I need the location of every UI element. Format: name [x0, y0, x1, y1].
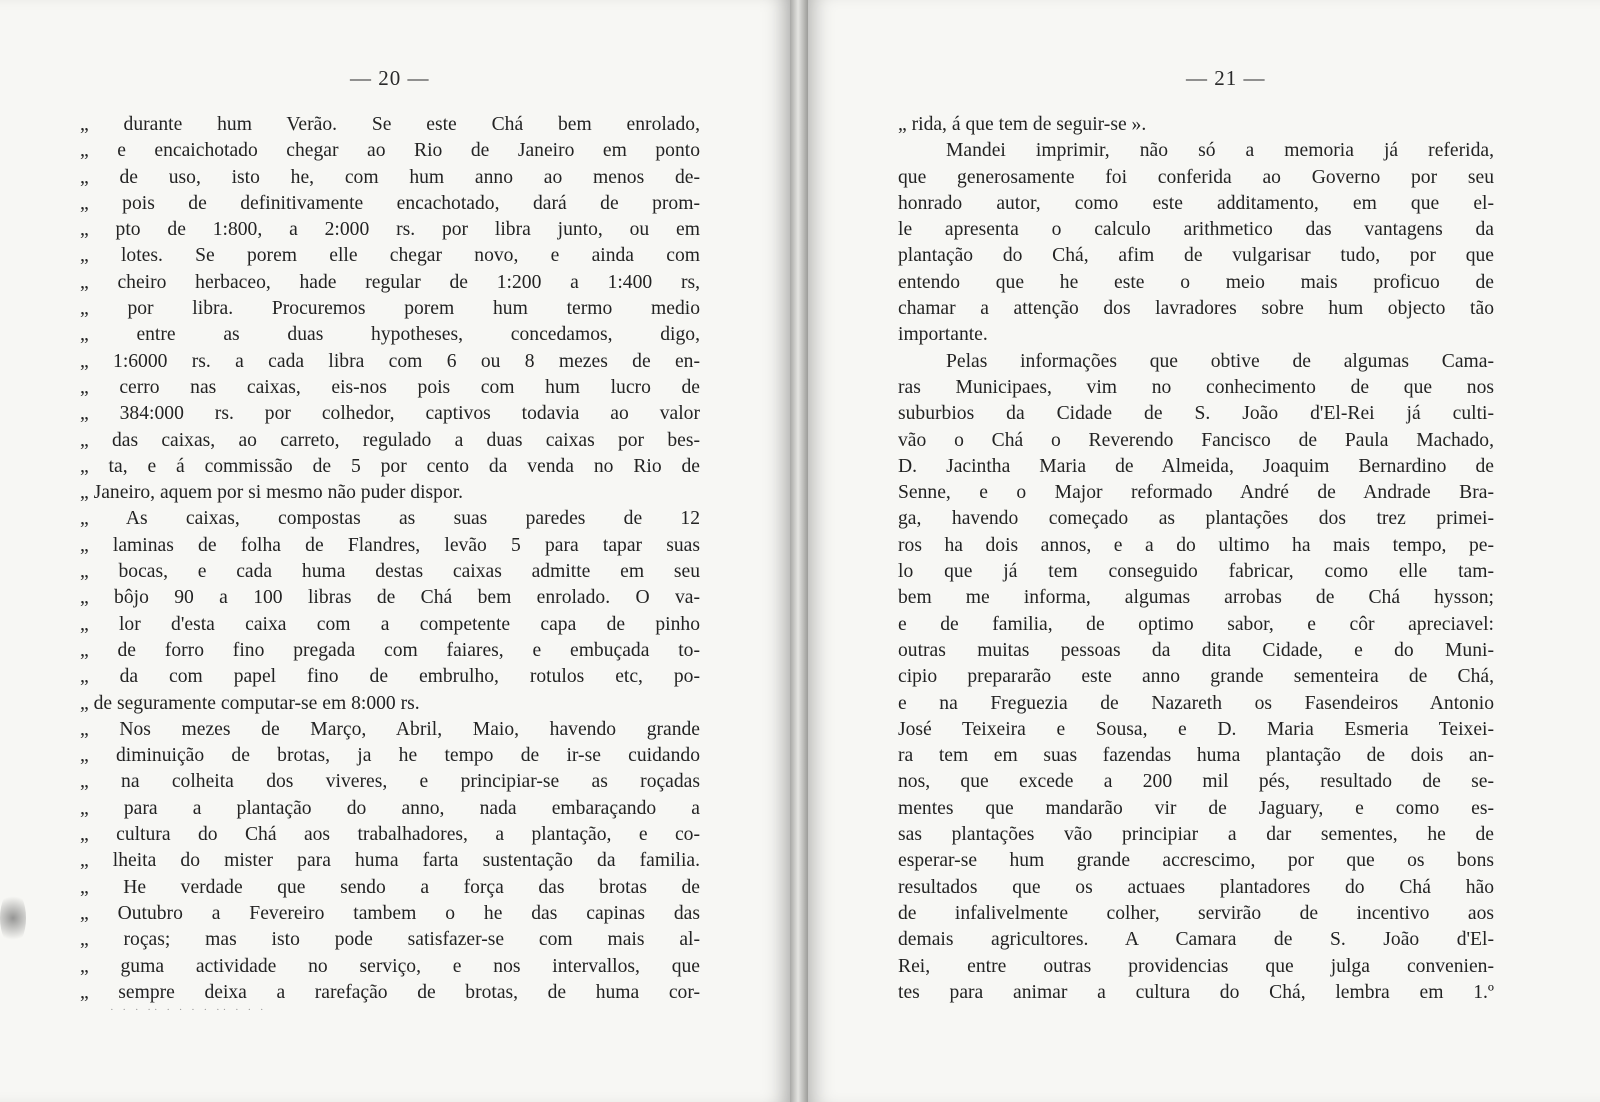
text-line: „ das caixas, ao carreto, regulado a duas caixas por bes- [80, 429, 700, 451]
text-line: „ diminuição de brotas, ja he tempo de ir-se cuidando [80, 745, 700, 767]
text-line: esperar-se hum grande accrescimo, por que os bons [898, 850, 1494, 872]
text-line: resultados que os actuaes plantadores do Chá hão [898, 876, 1494, 898]
text-line: Pelas informações que obtive de algumas Cama- [946, 350, 1494, 372]
text-line: „ bôjo 90 a 100 libras de Chá bem enrolado. O va- [80, 587, 700, 609]
text-line: „ As caixas, compostas as suas paredes de 12 [80, 508, 700, 530]
text-line: „ sempre deixa a rarefação de brotas, de huma cor- [80, 981, 700, 1003]
text-line: „ guma actividade no serviço, e nos intervallos, que [80, 955, 700, 977]
text-line: ra tem em suas fazendas huma plantação de dois an- [898, 745, 1494, 767]
text-line: „ lheita do mister para huma farta sustentação da familia. [80, 850, 700, 872]
text-line: „ para a plantação do anno, nada embaraçando a [80, 797, 700, 819]
text-line: vão o Chá o Reverendo Fancisco de Paula Machado, [898, 429, 1494, 451]
body-text [80, 112, 700, 1006]
text-line: bem me informa, algumas arrobas de Chá hysson; [898, 587, 1494, 609]
text-line: de infalivelmente colher, servirão de incentivo aos [898, 902, 1494, 924]
book-gutter [790, 0, 808, 1102]
text-line: D. Jacintha Maria de Almeida, Joaquim Bernardino de [898, 455, 1494, 477]
body-text [898, 112, 1494, 1006]
text-line: e de familia, de optimo sabor, e côr apreciavel: [898, 613, 1494, 635]
text-line: „ por libra. Procuremos porem hum termo medio [80, 298, 700, 320]
text-line: „ Nos mezes de Março, Abril, Maio, havendo grande [80, 718, 700, 740]
text-line: ros ha dois annos, e a do ultimo ha mais tempo, pe- [898, 534, 1494, 556]
text-line: „ de seguramente computar-se em 8:000 rs. [80, 692, 420, 714]
text-line: entendo que he este o meio mais proficuo de [898, 271, 1494, 293]
text-line: Mandei imprimir, não só a memoria já referida, [946, 140, 1494, 162]
text-line: „ roças; mas isto pode satisfazer-se com mais al- [80, 929, 700, 951]
text-line: „ Janeiro, aquem por si mesmo não puder dispor. [80, 482, 464, 504]
text-line: tes para animar a cultura do Chá, lembra em 1.º [898, 981, 1494, 1003]
text-line: „ laminas de folha de Flandres, levão 5 para tapar suas [80, 534, 700, 556]
left-page [0, 0, 790, 1102]
text-line: sas plantações vão principiar a dar sementes, he de [898, 824, 1494, 846]
text-line: demais agricultores. A Camara de S. João d'El- [898, 929, 1494, 951]
text-line: importante. [898, 324, 988, 346]
text-line: „ entre as duas hypotheses, concedamos, digo, [80, 324, 700, 346]
text-line: „ pois de definitivamente encachotado, dará de prom- [80, 192, 700, 214]
text-line: Senne, e o Major reformado André de Andrade Bra- [898, 482, 1494, 504]
text-line: „ de uso, isto he, com hum anno ao menos de- [80, 166, 700, 188]
text-line: ga, havendo começado as plantações dos trez primei- [898, 508, 1494, 530]
text-line: „ ta, e á commissão de 5 por cento da venda no Rio de [80, 455, 700, 477]
text-line: honrado autor, como este additamento, em que el- [898, 192, 1494, 214]
text-line: Rei, entre outras providencias que julga convenien- [898, 955, 1494, 977]
text-line: „ rida, á que tem de seguir-se ». [898, 114, 1147, 135]
text-line: que generosamente foi conferida ao Governo por seu [898, 166, 1494, 188]
page-number: — 21 — [1186, 66, 1266, 90]
text-line: plantação do Chá, afim de vulgarisar tudo, por que [898, 245, 1494, 267]
text-line: „ pto de 1:800, a 2:000 rs. por libra junto, ou em [80, 219, 700, 241]
text-line: „ lor d'esta caixa com a competente capa de pinho [80, 613, 700, 635]
text-line: suburbios da Cidade de S. João d'El-Rei já culti- [898, 403, 1494, 425]
text-line: „ na colheita dos viveres, e principiar-se as roçadas [80, 771, 700, 793]
text-line: „ 384:000 rs. por colhedor, captivos todavia ao valor [80, 403, 700, 425]
right-page [808, 0, 1600, 1102]
text-line: „ da com papel fino de embrulho, rotulos etc, po- [80, 666, 700, 688]
ink-smudge [0, 890, 26, 946]
text-line: e na Freguezia de Nazareth os Fasendeiros Antonio [898, 692, 1494, 714]
text-line: „ cheiro herbaceo, hade regular de 1:200 a 1:400 rs, [80, 271, 700, 293]
text-line: nos, que excede a 200 mil pés, resultado de se- [898, 771, 1494, 793]
text-line: le apresenta o calculo arithmetico das vantagens da [898, 219, 1494, 241]
text-line: „ durante hum Verão. Se este Chá bem enrolado, [80, 114, 700, 135]
footer-smudge: · · · ·· · · · · ·· · · · [110, 1004, 267, 1016]
text-line: José Teixeira e Sousa, e D. Maria Esmeria Teixei- [898, 718, 1494, 740]
text-line: „ Outubro a Fevereiro tambem o he das capinas das [80, 902, 700, 924]
text-line: ras Municipaes, vim no conhecimento de que nos [898, 376, 1494, 398]
text-line: „ e encaichotado chegar ao Rio de Janeiro em ponto [80, 140, 700, 162]
text-line: outras muitas pessoas da dita Cidade, e do Muni- [898, 639, 1494, 661]
text-line: „ 1:6000 rs. a cada libra com 6 ou 8 mezes de en- [80, 350, 700, 372]
text-line: chamar a attenção dos lavradores sobre hum objecto tão [898, 298, 1494, 320]
text-line: „ cerro nas caixas, eis-nos pois com hum lucro de [80, 376, 700, 398]
page-number: — 20 — [350, 66, 430, 90]
text-line: „ lotes. Se porem elle chegar novo, e ainda com [80, 245, 700, 267]
text-line: cipio prepararão este anno grande sementeira de Chá, [898, 666, 1494, 688]
text-line: mentes que mandarão vir de Jaguary, e como es- [898, 797, 1494, 819]
text-line: „ cultura do Chá aos trabalhadores, a plantação, e co- [80, 824, 700, 846]
text-line: „ He verdade que sendo a força das brotas de [80, 876, 700, 898]
text-line: „ de forro fino pregada com faiares, e embuçada to- [80, 639, 700, 661]
text-line: lo que já tem conseguido fabricar, como elle tam- [898, 561, 1494, 583]
text-line: „ bocas, e cada huma destas caixas admitte em seu [80, 561, 700, 583]
